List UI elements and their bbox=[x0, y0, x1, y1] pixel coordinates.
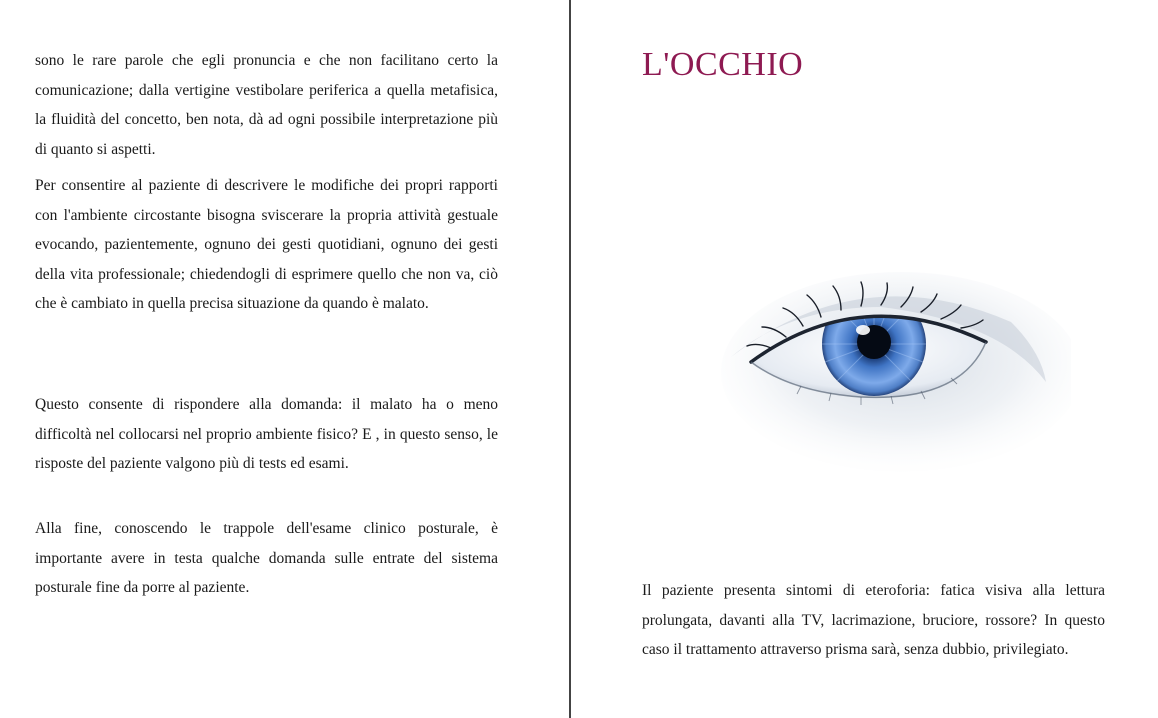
left-page bbox=[0, 0, 569, 718]
chapter-title: L'OCCHIO bbox=[642, 46, 804, 83]
paragraph-ambiente-fisico: Questo consente di rispondere alla domanda: il malato ha o meno difficoltà nel collocarsi nel proprio ambiente fisico? E , in questo senso, le risposte del paziente valgono più di tests ed esami. bbox=[35, 396, 498, 472]
paragraph-attivita-gestuale: Per consentire al paziente di descrivere le modifiche dei propri rapporti con l'ambiente circostante bisogna sviscerare la propria attività gestuale evocando, pazientemente, ognuno dei gesti quotidiani, ognuno dei gesti della vita professionale; chiedendogli di esprimere quello che non va, ciò che è cambiato in quella precisa situazione da quando è malato. bbox=[35, 177, 498, 312]
eye-highlight bbox=[856, 325, 870, 335]
paragraph-eteroforia: Il paziente presenta sintomi di eteroforia: fatica visiva alla lettura prolungata, davanti alla TV, lacrimazione, bruciore, rossore? In questo caso il trattamento attraverso prisma sarà, senza dubbio, privilegiato. bbox=[642, 582, 1105, 658]
right-page bbox=[571, 0, 1158, 718]
paragraph-esame-posturale: Alla fine, conoscendo le trappole dell'esame clinico posturale, è importante avere in testa qualche domanda sulle entrate del sistema posturale fine da porre al paziente. bbox=[35, 520, 498, 596]
paragraph-vertigine: sono le rare parole che egli pronuncia e che non facilitano certo la comunicazione; dalla vertigine vestibolare periferica a quella metafisica, la fluidità del concetto, ben nota, dà ad ogni possibile interpretazione più di quanto si aspetti. bbox=[35, 52, 498, 158]
eye-image bbox=[711, 262, 1071, 477]
